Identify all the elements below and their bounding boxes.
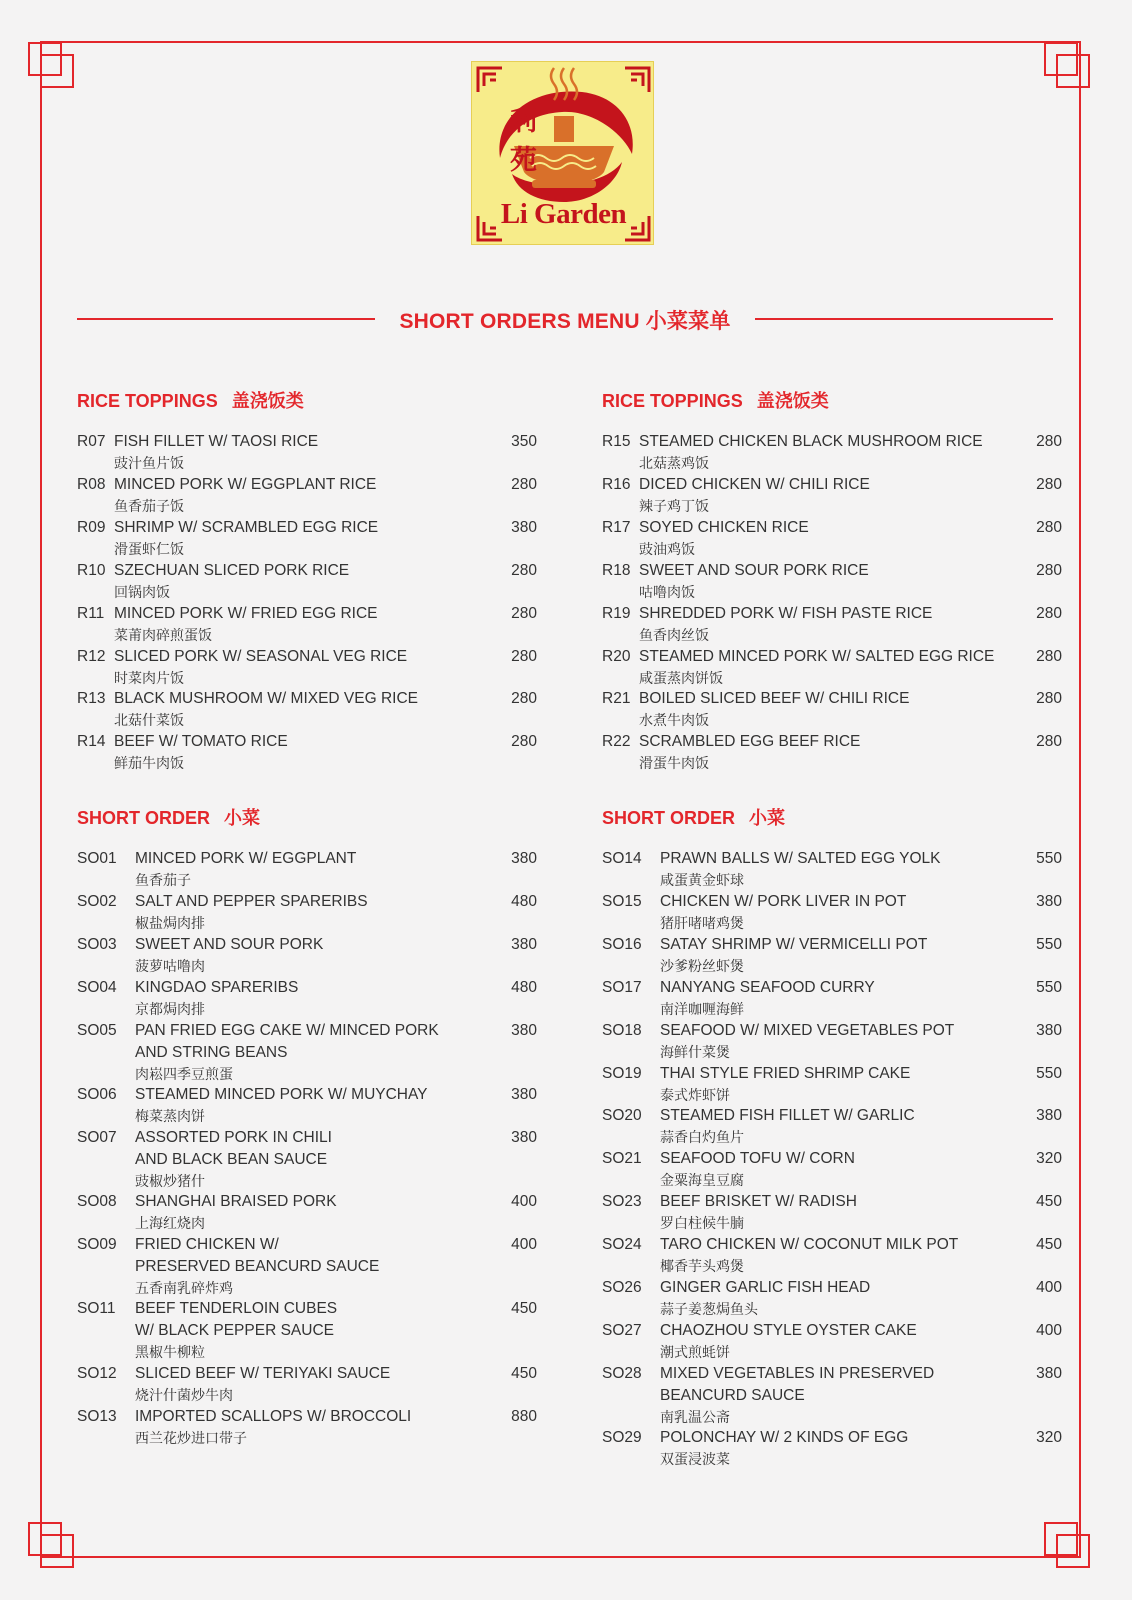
item-code: R09 xyxy=(77,518,106,536)
item-name-chinese: 回锅肉饭 xyxy=(114,584,170,601)
item-name-english: STEAMED MINCED PORK W/ MUYCHAY xyxy=(135,1085,428,1103)
item-code: SO17 xyxy=(602,978,642,996)
section-header-chinese: 盖浇饭类 xyxy=(231,391,304,411)
item-price: 280 xyxy=(1036,561,1062,579)
item-name-chinese: 蒜子姜葱焗鱼头 xyxy=(660,1302,758,1318)
item-name-english: POLONCHAY W/ 2 KINDS OF EGG xyxy=(660,1429,909,1447)
item-name-english: FRIED CHICKEN W/ xyxy=(135,1236,279,1254)
item-code: SO02 xyxy=(77,892,117,910)
item-name-english: SZECHUAN SLICED PORK RICE xyxy=(114,561,350,579)
item-price: 400 xyxy=(1036,1279,1062,1296)
item-description xyxy=(660,977,875,1021)
item-price: 350 xyxy=(511,433,537,450)
item-price: 280 xyxy=(1036,604,1062,622)
item-code: SO12 xyxy=(77,1364,117,1382)
item-name-chinese: 肉崧四季豆煎蛋 xyxy=(135,1066,233,1083)
item-description xyxy=(114,431,318,475)
item-price: 280 xyxy=(1036,433,1062,450)
item-code: R13 xyxy=(77,690,106,708)
item-price: 320 xyxy=(1036,1429,1062,1447)
item-price: 280 xyxy=(511,647,537,665)
item-name-english: BEANCURD SAUCE xyxy=(660,1386,805,1404)
item-code: SO20 xyxy=(602,1107,642,1125)
item-code: R08 xyxy=(77,475,106,493)
item-description xyxy=(660,1148,855,1192)
item-name-english: DICED CHICKEN W/ CHILI RICE xyxy=(639,475,870,493)
item-price: 280 xyxy=(511,733,537,751)
item-code: R10 xyxy=(77,561,106,579)
item-name-chinese: 沙爹粉丝虾煲 xyxy=(660,958,744,975)
item-description xyxy=(660,1277,870,1321)
item-name-english: PAN FRIED EGG CAKE W/ MINCED PORK xyxy=(135,1021,439,1039)
item-name-chinese: 南洋咖喱海鲜 xyxy=(660,1001,744,1018)
item-name-chinese: 潮式煎蚝饼 xyxy=(660,1344,730,1361)
item-name-chinese: 时菜肉片饭 xyxy=(114,670,184,687)
item-name-english: FISH FILLET W/ TAOSI RICE xyxy=(114,433,319,450)
item-code: SO18 xyxy=(602,1021,642,1039)
item-name-chinese: 北菇什菜饭 xyxy=(114,713,184,730)
section-header-english: RICE TOPPINGS xyxy=(77,391,218,411)
item-name-chinese: 烧汁什菌炒牛肉 xyxy=(135,1387,233,1404)
item-price: 380 xyxy=(511,1021,537,1039)
item-name-chinese: 南乳温公斋 xyxy=(660,1409,730,1426)
item-name-english: SHREDDED PORK W/ FISH PASTE RICE xyxy=(639,604,933,622)
item-code: SO08 xyxy=(77,1193,117,1211)
item-description xyxy=(639,603,932,647)
item-description xyxy=(135,1234,379,1300)
item-name-chinese: 豉汁鱼片饭 xyxy=(114,456,184,472)
item-code: R19 xyxy=(602,604,631,622)
item-description xyxy=(114,517,378,561)
item-description xyxy=(135,1191,337,1235)
section-header-chinese: 盖浇饭类 xyxy=(756,391,829,411)
item-code: SO13 xyxy=(77,1407,117,1425)
item-name-chinese: 五香南乳碎炸鸡 xyxy=(135,1281,233,1298)
item-name-english: CHICKEN W/ PORK LIVER IN POT xyxy=(660,892,907,910)
item-description xyxy=(639,431,983,475)
item-price: 450 xyxy=(1036,1193,1062,1211)
item-name-english: AND STRING BEANS xyxy=(135,1043,288,1061)
item-description xyxy=(135,1406,411,1450)
item-description xyxy=(639,688,909,732)
item-name-chinese: 西兰花炒进口带子 xyxy=(135,1430,247,1447)
item-name-english: ASSORTED PORK IN CHILI xyxy=(135,1128,332,1146)
item-description xyxy=(660,1191,857,1235)
item-code: R12 xyxy=(77,647,106,665)
item-description xyxy=(639,646,994,690)
item-code: R20 xyxy=(602,647,631,665)
item-description xyxy=(660,848,941,892)
item-name-english: MINCED PORK W/ EGGPLANT xyxy=(135,850,357,867)
item-description xyxy=(639,474,870,518)
item-price: 280 xyxy=(511,561,537,579)
item-price: 280 xyxy=(511,604,537,622)
item-name-english: SEAFOOD W/ MIXED VEGETABLES POT xyxy=(660,1021,955,1039)
section-header-chinese: 小菜 xyxy=(749,808,786,828)
item-name-english: THAI STYLE FRIED SHRIMP CAKE xyxy=(660,1064,911,1082)
item-price: 380 xyxy=(511,1085,537,1103)
item-price: 380 xyxy=(1036,1364,1062,1382)
item-price: 480 xyxy=(511,978,537,996)
item-price: 400 xyxy=(511,1236,537,1254)
section-header xyxy=(77,387,304,413)
item-code: R07 xyxy=(77,433,106,450)
item-name-english: BOILED SLICED BEEF W/ CHILI RICE xyxy=(639,690,910,708)
item-price: 880 xyxy=(511,1407,537,1425)
item-name-english: SCRAMBLED EGG BEEF RICE xyxy=(639,733,861,751)
item-name-english: BEEF W/ TOMATO RICE xyxy=(114,733,288,751)
logo-chinese-name: 利苑 xyxy=(510,106,537,176)
item-description xyxy=(660,934,927,978)
item-name-english: GINGER GARLIC FISH HEAD xyxy=(660,1279,871,1296)
item-name-chinese: 咸蛋黄金虾球 xyxy=(660,873,744,889)
item-name-english: SHANGHAI BRAISED PORK xyxy=(135,1193,337,1211)
section-header-english: RICE TOPPINGS xyxy=(602,391,743,411)
item-description xyxy=(114,474,376,518)
item-description xyxy=(660,1320,917,1364)
item-name-chinese: 菜莆肉碎煎蛋饭 xyxy=(114,627,212,644)
item-price: 380 xyxy=(511,1128,537,1146)
item-name-english: MINCED PORK W/ EGGPLANT RICE xyxy=(114,475,377,493)
item-description xyxy=(660,1363,934,1429)
item-price: 450 xyxy=(511,1364,537,1382)
item-name-english: BLACK MUSHROOM W/ MIXED VEG RICE xyxy=(114,690,419,708)
item-name-chinese: 咸蛋蒸肉饼饭 xyxy=(639,670,723,687)
corner-ornament-bottom-left xyxy=(28,1522,76,1570)
item-price: 450 xyxy=(1036,1236,1062,1254)
item-description xyxy=(135,934,323,978)
item-name-chinese: 北菇蒸鸡饭 xyxy=(639,456,709,472)
item-name-chinese: 梅菜蒸肉饼 xyxy=(135,1108,205,1125)
item-name-chinese: 鲜茄牛肉饭 xyxy=(114,756,184,773)
item-description xyxy=(660,1063,910,1107)
item-code: SO14 xyxy=(602,850,642,867)
item-price: 280 xyxy=(1036,690,1062,708)
item-name-chinese: 双蛋浸波菜 xyxy=(660,1452,730,1469)
item-name-chinese: 鱼香茄子饭 xyxy=(114,498,184,515)
item-code: SO06 xyxy=(77,1085,117,1103)
item-name-english: CHAOZHOU STYLE OYSTER CAKE xyxy=(660,1321,917,1339)
item-code: SO29 xyxy=(602,1429,642,1447)
item-code: SO26 xyxy=(602,1279,642,1296)
item-description xyxy=(660,1427,908,1471)
item-price: 380 xyxy=(511,850,537,867)
item-price: 380 xyxy=(1036,1021,1062,1039)
corner-ornament-bottom-right xyxy=(1044,1522,1092,1570)
item-price: 400 xyxy=(511,1193,537,1211)
item-description xyxy=(135,891,368,935)
item-price: 280 xyxy=(1036,518,1062,536)
item-code: SO24 xyxy=(602,1236,642,1254)
item-name-chinese: 辣子鸡丁饭 xyxy=(639,498,709,515)
item-name-chinese: 豉油鸡饭 xyxy=(639,541,695,558)
item-description xyxy=(660,1105,915,1149)
section-header-chinese: 小菜 xyxy=(224,808,261,828)
item-price: 320 xyxy=(1036,1150,1062,1168)
item-price: 480 xyxy=(511,892,537,910)
item-price: 550 xyxy=(1036,935,1062,953)
item-name-chinese: 猪肝啫啫鸡煲 xyxy=(660,915,744,932)
item-price: 380 xyxy=(511,518,537,536)
item-description xyxy=(660,1234,958,1278)
item-name-chinese: 泰式炸虾饼 xyxy=(660,1087,730,1104)
item-name-english: STEAMED FISH FILLET W/ GARLIC xyxy=(660,1107,915,1125)
item-price: 280 xyxy=(1036,647,1062,665)
page-title: SHORT ORDERS MENU 小菜菜单 xyxy=(77,305,1053,335)
item-name-english: IMPORTED SCALLOPS W/ BROCCOLI xyxy=(135,1407,412,1425)
item-code: SO15 xyxy=(602,892,642,910)
item-name-english: SOYED CHICKEN RICE xyxy=(639,518,809,536)
item-name-chinese: 京都焗肉排 xyxy=(135,1001,205,1018)
item-code: R15 xyxy=(602,433,631,450)
item-code: R22 xyxy=(602,733,631,751)
logo-english-name: Li Garden xyxy=(500,198,627,230)
item-code: R16 xyxy=(602,475,631,493)
item-description xyxy=(639,731,860,775)
item-code: SO11 xyxy=(77,1300,116,1318)
item-description xyxy=(135,1084,428,1128)
item-name-english: STEAMED MINCED PORK W/ SALTED EGG RICE xyxy=(639,647,995,665)
item-name-chinese: 海鲜什菜煲 xyxy=(660,1044,730,1061)
item-code: SO01 xyxy=(77,850,117,867)
item-code: SO09 xyxy=(77,1236,117,1254)
menu-title-row xyxy=(77,303,1053,335)
item-description xyxy=(135,1127,332,1193)
item-code: R14 xyxy=(77,733,106,751)
item-name-chinese: 鱼香肉丝饭 xyxy=(639,627,709,644)
item-code: SO23 xyxy=(602,1193,642,1211)
item-price: 380 xyxy=(1036,1107,1062,1125)
item-name-chinese: 椒盐焗肉排 xyxy=(135,915,205,932)
item-price: 280 xyxy=(511,690,537,708)
item-name-english: SWEET AND SOUR PORK xyxy=(135,935,324,953)
item-description xyxy=(135,1298,337,1364)
item-name-english: PRESERVED BEANCURD SAUCE xyxy=(135,1258,380,1276)
item-description xyxy=(114,646,407,690)
item-price: 550 xyxy=(1036,850,1062,867)
section-header-english: SHORT ORDER xyxy=(602,808,736,828)
item-name-english: MINCED PORK W/ FRIED EGG RICE xyxy=(114,604,378,622)
item-description xyxy=(639,517,809,561)
item-price: 380 xyxy=(1036,892,1062,910)
item-name-english: KINGDAO SPARERIBS xyxy=(135,978,299,996)
item-description xyxy=(660,1020,954,1064)
section-header xyxy=(602,804,785,830)
item-name-english: PRAWN BALLS W/ SALTED EGG YOLK xyxy=(660,850,941,867)
corner-ornament-top-left xyxy=(28,42,76,90)
item-name-english: SWEET AND SOUR PORK RICE xyxy=(639,561,869,579)
item-description xyxy=(135,1363,390,1407)
item-description xyxy=(135,977,298,1021)
item-code: SO07 xyxy=(77,1128,117,1146)
item-name-chinese: 鱼香茄子 xyxy=(135,873,191,889)
item-code: SO03 xyxy=(77,935,117,953)
section-header xyxy=(602,387,829,413)
item-name-chinese: 咕噜肉饭 xyxy=(639,584,695,601)
item-name-english: AND BLACK BEAN SAUCE xyxy=(135,1150,328,1168)
item-name-chinese: 蒜香白灼鱼片 xyxy=(660,1130,744,1147)
item-name-english: SLICED PORK W/ SEASONAL VEG RICE xyxy=(114,647,408,665)
item-name-chinese: 滑蛋虾仁饭 xyxy=(114,541,184,558)
item-code: R18 xyxy=(602,561,631,579)
item-name-english: TARO CHICKEN W/ COCONUT MILK POT xyxy=(660,1236,959,1254)
item-name-english: SATAY SHRIMP W/ VERMICELLI POT xyxy=(660,935,928,953)
item-code: R21 xyxy=(602,690,631,708)
item-price: 380 xyxy=(511,935,537,953)
item-name-chinese: 豉椒炒猪什 xyxy=(135,1173,205,1190)
item-name-english: MIXED VEGETABLES IN PRESERVED xyxy=(660,1364,935,1382)
item-price: 280 xyxy=(1036,475,1062,493)
item-name-chinese: 金粟海皇豆腐 xyxy=(660,1173,744,1190)
item-code: SO28 xyxy=(602,1364,642,1382)
item-name-chinese: 菠萝咕噜肉 xyxy=(135,958,205,975)
item-code: SO19 xyxy=(602,1064,642,1082)
item-description xyxy=(114,688,418,732)
item-name-english: SHRIMP W/ SCRAMBLED EGG RICE xyxy=(114,518,379,536)
item-code: SO27 xyxy=(602,1321,642,1339)
item-name-english: NANYANG SEAFOOD CURRY xyxy=(660,978,875,996)
item-code: SO04 xyxy=(77,978,117,996)
item-price: 400 xyxy=(1036,1321,1062,1339)
item-code: SO21 xyxy=(602,1150,642,1168)
item-description xyxy=(639,560,869,604)
item-description xyxy=(135,1020,439,1086)
item-name-chinese: 罗白柱候牛腩 xyxy=(660,1216,744,1233)
item-description xyxy=(135,848,356,892)
item-price: 550 xyxy=(1036,1064,1062,1082)
item-name-english: BEEF TENDERLOIN CUBES xyxy=(135,1300,338,1318)
item-name-chinese: 滑蛋牛肉饭 xyxy=(639,756,709,773)
item-name-english: SLICED BEEF W/ TERIYAKI SAUCE xyxy=(135,1364,391,1382)
item-name-english: SEAFOOD TOFU W/ CORN xyxy=(660,1150,855,1168)
item-description xyxy=(660,891,906,935)
item-name-chinese: 椰香芋头鸡煲 xyxy=(660,1259,744,1276)
corner-ornament-top-right xyxy=(1044,42,1092,90)
section-header xyxy=(77,804,260,830)
item-description xyxy=(114,731,288,775)
item-name-chinese: 上海红烧肉 xyxy=(135,1216,205,1233)
item-price: 280 xyxy=(511,475,537,493)
item-price: 280 xyxy=(1036,733,1062,751)
item-name-english: SALT AND PEPPER SPARERIBS xyxy=(135,892,368,910)
restaurant-logo xyxy=(471,61,654,245)
item-description xyxy=(114,603,378,647)
section-header-english: SHORT ORDER xyxy=(77,808,211,828)
item-name-chinese: 黑椒牛柳粒 xyxy=(135,1345,205,1362)
item-code: R17 xyxy=(602,518,631,536)
item-name-chinese: 水煮牛肉饭 xyxy=(639,713,709,730)
item-price: 450 xyxy=(511,1300,537,1318)
item-name-english: W/ BLACK PEPPER SAUCE xyxy=(135,1322,334,1340)
item-code: SO16 xyxy=(602,935,642,953)
item-name-english: BEEF BRISKET W/ RADISH xyxy=(660,1193,857,1211)
item-price: 550 xyxy=(1036,978,1062,996)
item-description xyxy=(114,560,349,604)
item-code: R11 xyxy=(77,604,105,622)
item-code: SO05 xyxy=(77,1021,117,1039)
item-name-english: STEAMED CHICKEN BLACK MUSHROOM RICE xyxy=(639,433,983,450)
